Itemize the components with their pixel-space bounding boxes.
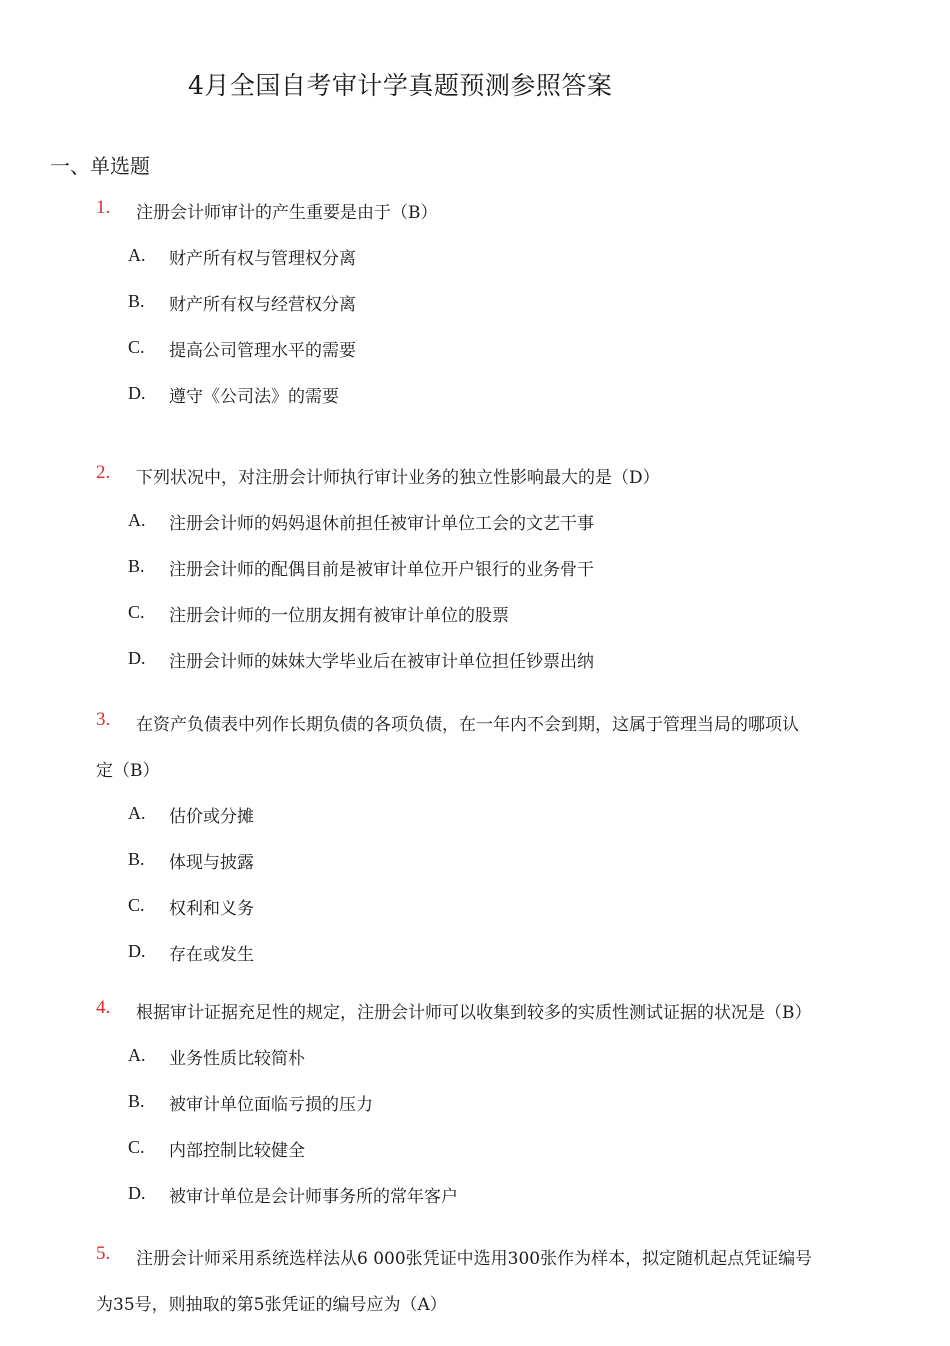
option-text: 被审计单位是会计师事务所的常年客户 — [169, 1187, 458, 1207]
option-text: 被审计单位面临亏损的压力 — [169, 1095, 373, 1115]
option-letter: D. — [128, 383, 146, 403]
question-text: 注册会计师审计的产生重要是由于（B） — [136, 203, 438, 223]
question-number: 4. — [96, 997, 111, 1018]
question-1 — [96, 190, 896, 420]
option-letter: B. — [128, 291, 145, 311]
option-a — [96, 794, 896, 840]
option-text: 权利和义务 — [169, 899, 254, 919]
option-text: 注册会计师的妈妈退休前担任被审计单位工会的文艺干事 — [169, 514, 594, 534]
option-letter: D. — [128, 1183, 146, 1203]
option-letter: B. — [128, 556, 145, 576]
question-text: 注册会计师采用系统选样法从6 000张凭证中选用300张作为样本，拟定随机起点凭证编号 — [136, 1249, 813, 1269]
option-c — [96, 1128, 896, 1174]
section-heading: 一、单选题 — [50, 154, 150, 178]
option-a — [96, 501, 896, 547]
option-d — [96, 1174, 896, 1220]
option-a — [96, 1036, 896, 1082]
option-text: 遵守《公司法》的需要 — [169, 387, 339, 407]
option-d — [96, 932, 896, 978]
question-number: 3. — [96, 709, 111, 730]
option-b — [96, 840, 896, 886]
option-letter: A. — [128, 1045, 146, 1065]
option-text: 存在或发生 — [169, 945, 254, 965]
question-4 — [96, 990, 896, 1220]
option-letter: A. — [128, 245, 146, 265]
question-number: 2. — [96, 462, 111, 483]
question-number: 5. — [96, 1243, 111, 1264]
question-text: 根据审计证据充足性的规定，注册会计师可以收集到较多的实质性测试证据的状况是（B） — [136, 1003, 812, 1023]
question-number: 1. — [96, 197, 111, 218]
option-b — [96, 282, 896, 328]
option-letter: C. — [128, 337, 145, 357]
option-c — [96, 886, 896, 932]
option-text: 财产所有权与经营权分离 — [169, 295, 356, 315]
question-text: 下列状况中，对注册会计师执行审计业务的独立性影响最大的是（D） — [136, 468, 660, 488]
option-b — [96, 1082, 896, 1128]
option-text: 体现与披露 — [169, 853, 254, 873]
option-letter: D. — [128, 941, 146, 961]
option-text: 注册会计师的配偶目前是被审计单位开户银行的业务骨干 — [169, 560, 594, 580]
option-a — [96, 236, 896, 282]
option-text: 注册会计师的一位朋友拥有被审计单位的股票 — [169, 606, 509, 626]
page-title: 4月全国自考审计学真题预测参照答案 — [188, 71, 613, 100]
option-c — [96, 328, 896, 374]
option-text: 提高公司管理水平的需要 — [169, 341, 356, 361]
question-text-continued: 为35号，则抽取的第5张凭证的编号应为（A） — [96, 1295, 447, 1315]
option-letter: D. — [128, 648, 146, 668]
option-letter: C. — [128, 1137, 145, 1157]
option-b — [96, 547, 896, 593]
option-letter: C. — [128, 602, 145, 622]
question-2 — [96, 455, 896, 685]
question-text-continued: 定（B） — [96, 761, 160, 781]
option-d — [96, 374, 896, 420]
option-text: 业务性质比较简朴 — [169, 1049, 305, 1069]
question-5 — [96, 1236, 896, 1328]
option-d — [96, 639, 896, 685]
option-letter: B. — [128, 849, 145, 869]
option-letter: C. — [128, 895, 145, 915]
option-text: 财产所有权与管理权分离 — [169, 249, 356, 269]
option-letter: A. — [128, 510, 146, 530]
option-text: 内部控制比较健全 — [169, 1141, 305, 1161]
option-letter: B. — [128, 1091, 145, 1111]
option-text: 注册会计师的妹妹大学毕业后在被审计单位担任钞票出纳 — [169, 652, 594, 672]
option-c — [96, 593, 896, 639]
question-3 — [96, 702, 896, 978]
option-text: 估价或分摊 — [169, 807, 254, 827]
option-letter: A. — [128, 803, 146, 823]
question-text: 在资产负债表中列作长期负债的各项负债，在一年内不会到期，这属于管理当局的哪项认 — [136, 715, 799, 735]
